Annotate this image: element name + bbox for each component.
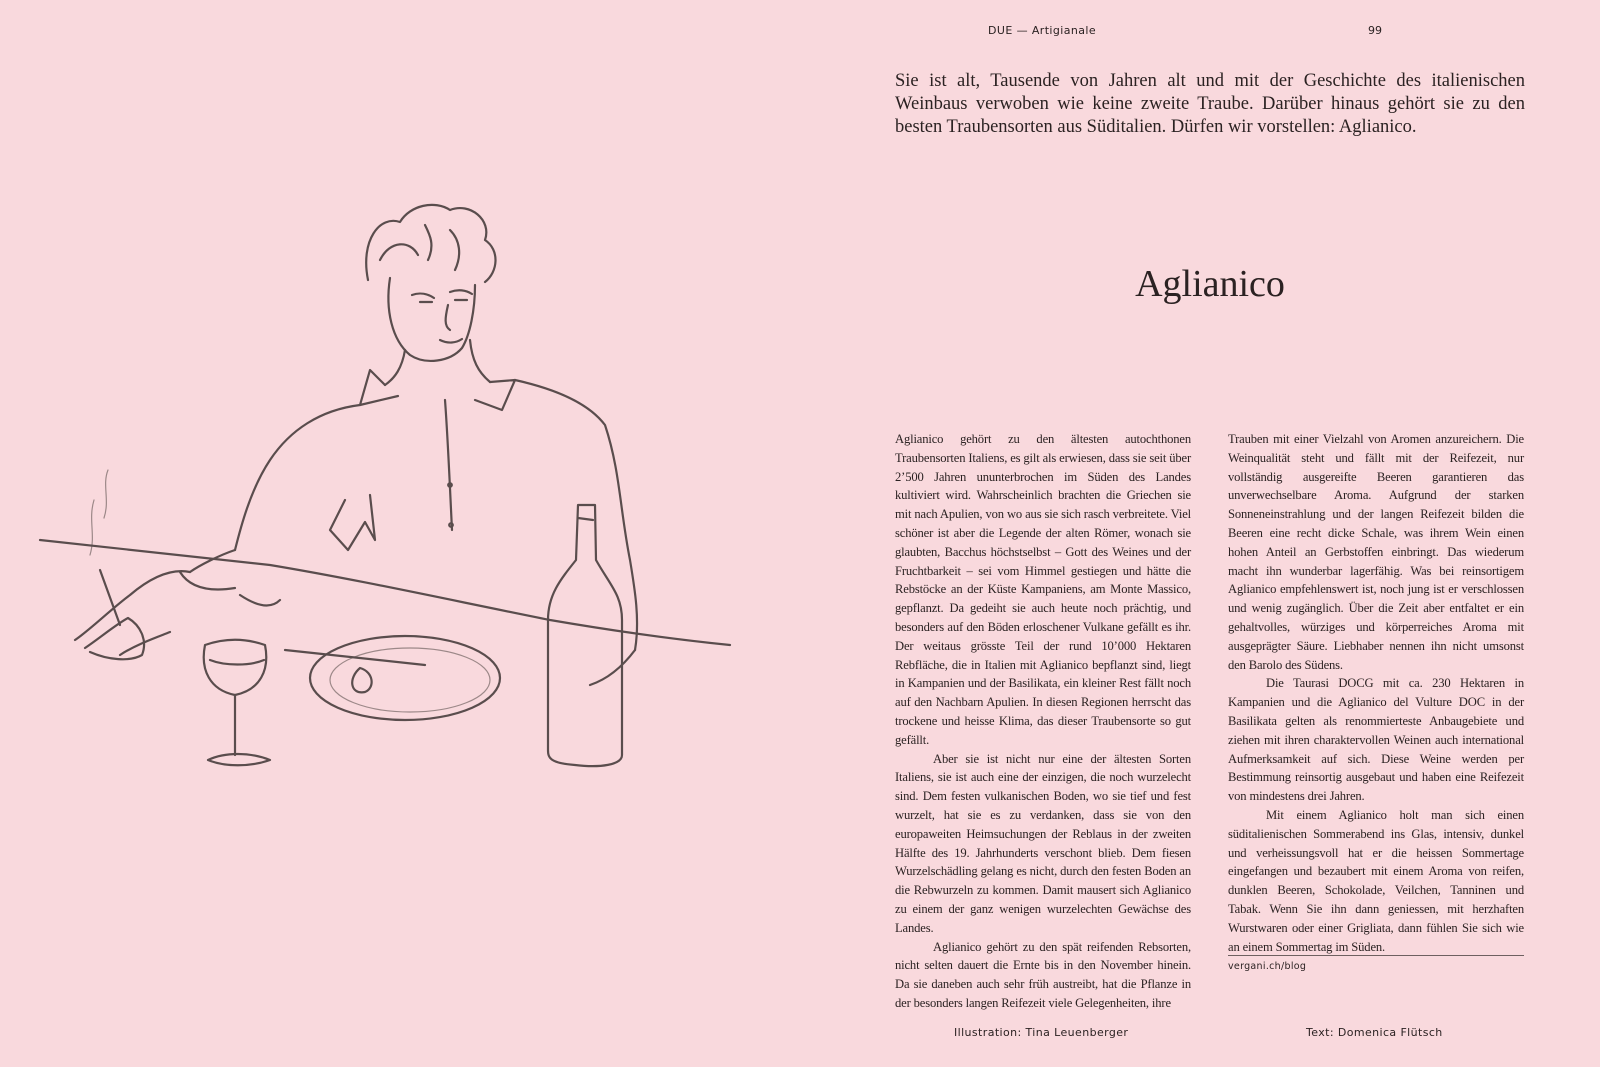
lead-paragraph: Sie ist alt, Tausende von Jahren alt und mit der Geschichte des italienischen Weinbaus verwoben wie keine zweite Traube. Darüber hinaus gehört sie zu den besten Traubensorten aus Süditalien. Dürfen wir vorstellen: Aglianico. [895, 71, 1525, 137]
divider [1228, 955, 1524, 956]
illustration-credit: Illustration: Tina Leuenberger [954, 1026, 1129, 1039]
running-head: DUE — Artigianale [988, 24, 1096, 37]
line-drawing [30, 200, 750, 800]
body-column-left [895, 430, 1191, 1013]
body-paragraph: Aglianico gehört zu den ältesten autochthonen Traubensorten Italiens, es gilt als erwiesen, dass sie seit über 2’500 Jahren ununterbrochen im Süden des Landes kultiviert wird. Wahrscheinlich brachten die Griechen sie mit nach Apulien, von wo aus sie sich rasch verbreitete. Viel schöner ist aber die Legende der alten Römer, wonach sie glaubten, Bacchus höchstselbst – Gott des Weines und der Fruchtbarkeit – sei vom Himmel gestiegen und hätte die Rebstöcke an der Küste Kampaniens, am Monte Massico, gepflanzt. Da gedeiht sie auch heute noch prächtig, und besonders auf den Böden erloschener Vulkane gefällt es ihr. Der weitaus grösste Teil der rund 10’000 Hektaren Rebfläche, die in Italien mit Aglianico bepflanzt sind, liegt in Kampanien und der Basilikata, ein kleiner Rest fällt noch auf den Nachbarn Apulien. In diesen Regionen herrscht das trockene und heisse Klima, das dieser Traubensorte so gut gefällt. [895, 432, 1191, 747]
body-paragraph: Aber sie ist nicht nur eine der ältesten Sorten Italiens, sie ist auch eine der einzigen, die noch wurzelecht sind. Dem festen vulkanischen Boden, wo sie tief und fest wurzelt, hat sie es zu verdanken, dass sie von den europaweiten Heimsuchungen der Reblaus in der zweiten Hälfte des 19. Jahrhunderts verschont blieb. Dem fiesen Wurzelschädling gelang es nicht, durch den festen Boden an die Rebwurzeln zu kommen. Damit mausert sich Aglianico zu einem der ganz wenigen wurzelechten Gewächse des Landes. [895, 751, 1191, 935]
body-paragraph: Mit einem Aglianico holt man sich einen süditalienischen Sommerabend ins Glas, intensiv, dunkel und verheissungsvoll hat er die heissen Sommertage eingefangen und bezaubert mit einem Aroma von reifen, dunklen Beeren, Schokolade, Veilchen, Tanninen und Tabak. Wenn Sie ihn dann geniessen, mit herzhaften Wurstwaren oder einer Grigliata, dann fühlen Sie sich wie an einem Sommertag im Süden. [1228, 807, 1524, 954]
body-column-right [1228, 430, 1524, 956]
text-credit: Text: Domenica Flütsch [1306, 1026, 1443, 1039]
illustration-man-with-wine [30, 200, 750, 800]
page-number: 99 [1368, 24, 1382, 37]
body-paragraph: Die Taurasi DOCG mit ca. 230 Hektaren in Kampanien und die Aglianico del Vulture DOC in der Basilikata gelten als renommierteste Anbaugebiete und ziehen mit ihren charaktervollen Weinen auch international Aufmerksamkeit auf sich. Diese Weine werden per Bestimmung reinsortig ausgebaut und haben eine Reifezeit von mindestens drei Jahren. [1228, 676, 1524, 804]
article-title: Aglianico [1135, 263, 1285, 305]
body-paragraph: Trauben mit einer Vielzahl von Aromen anzureichern. Die Weinqualität steht und fällt mit der Reifezeit, nur vollständig ausgereifte Beeren garantieren das unverwechselbare Aroma. Aufgrund der starken Sonneneinstrahlung und der langen Reifezeit bilden die Beeren eine recht dicke Schale, was ihrem Wein einen hohen Anteil an Gerbstoffen einbringt. Das wiederum macht ihn wunderbar lagerfähig. Was bei reinsortigem Aglianico empfehlenswert ist, noch jung ist er verschlossen und wenig zugänglich. Über die Zeit aber entfaltet er ein gehaltvolles, würziges und körperreiches Aroma mit ausgeprägter Säure. Liebhaber nennen ihn nicht umsonst den Barolo des Südens. [1228, 432, 1524, 672]
body-paragraph: Aglianico gehört zu den spät reifenden Rebsorten, nicht selten dauert die Ernte bis in den November hinein. Da sie daneben auch sehr früh austreibt, hat die Pflanze in der besonders langen Reifezeit viele Gelegenheiten, ihre [895, 939, 1191, 1010]
source-link[interactable]: vergani.ch/blog [1228, 961, 1307, 972]
